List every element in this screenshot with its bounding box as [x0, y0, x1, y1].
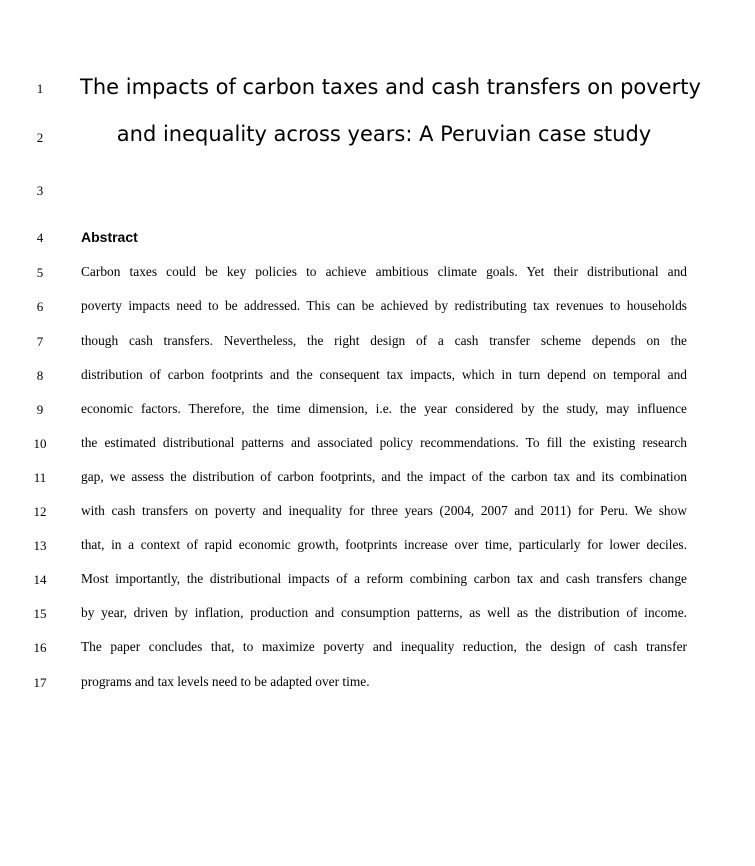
abstract-line: economic factors. Therefore, the time dimension, i.e. the year considered by the study, may influence — [81, 401, 687, 416]
line-number: 5 — [36, 265, 44, 280]
line-number: 15 — [33, 606, 47, 621]
line-number: 12 — [33, 504, 47, 519]
line-number: 14 — [33, 572, 47, 587]
line-number: 9 — [36, 402, 44, 417]
abstract-line: Carbon taxes could be key policies to achieve ambitious climate goals. Yet their distributional and — [81, 264, 687, 279]
line-number: 3 — [36, 183, 44, 198]
line-number: 8 — [36, 368, 44, 383]
line-number: 6 — [36, 299, 44, 314]
abstract-line: Most importantly, the distributional impacts of a reform combining carbon tax and cash transfers change — [81, 571, 687, 586]
paper-title-line-2: and inequality across years: A Peruvian case study — [116, 122, 652, 146]
line-number: 13 — [33, 538, 47, 553]
line-number: 2 — [36, 130, 44, 145]
abstract-line: distribution of carbon footprints and the consequent tax impacts, which in turn depend on temporal and — [81, 367, 687, 382]
paper-title-line-1: The impacts of carbon taxes and cash transfers on poverty — [80, 75, 701, 99]
abstract-line: with cash transfers on poverty and inequality for three years (2004, 2007 and 2011) for Peru. We show — [81, 503, 687, 518]
line-number: 11 — [33, 470, 47, 485]
abstract-line: though cash transfers. Nevertheless, the right design of a cash transfer scheme depends on the — [81, 333, 687, 348]
abstract-line: poverty impacts need to be addressed. This can be achieved by redistributing tax revenues to households — [81, 298, 687, 313]
line-number: 17 — [33, 675, 47, 690]
abstract-line: gap, we assess the distribution of carbon footprints, and the impact of the carbon tax and its combination — [81, 469, 687, 484]
line-number: 4 — [36, 230, 44, 245]
abstract-heading: Abstract — [81, 229, 138, 245]
abstract-line: by year, driven by inflation, production and consumption patterns, as well as the distribution of income. — [81, 605, 687, 620]
line-number: 7 — [36, 334, 44, 349]
line-number: 16 — [33, 640, 47, 655]
abstract-line: The paper concludes that, to maximize poverty and inequality reduction, the design of cash transfer — [81, 639, 687, 654]
abstract-line: programs and tax levels need to be adapted over time. — [81, 674, 370, 689]
line-number: 1 — [36, 81, 44, 96]
abstract-line: that, in a context of rapid economic growth, footprints increase over time, particularly for lower deciles. — [81, 537, 687, 552]
abstract-line: the estimated distributional patterns and associated policy recommendations. To fill the existing research — [81, 435, 687, 450]
line-number: 10 — [33, 436, 47, 451]
